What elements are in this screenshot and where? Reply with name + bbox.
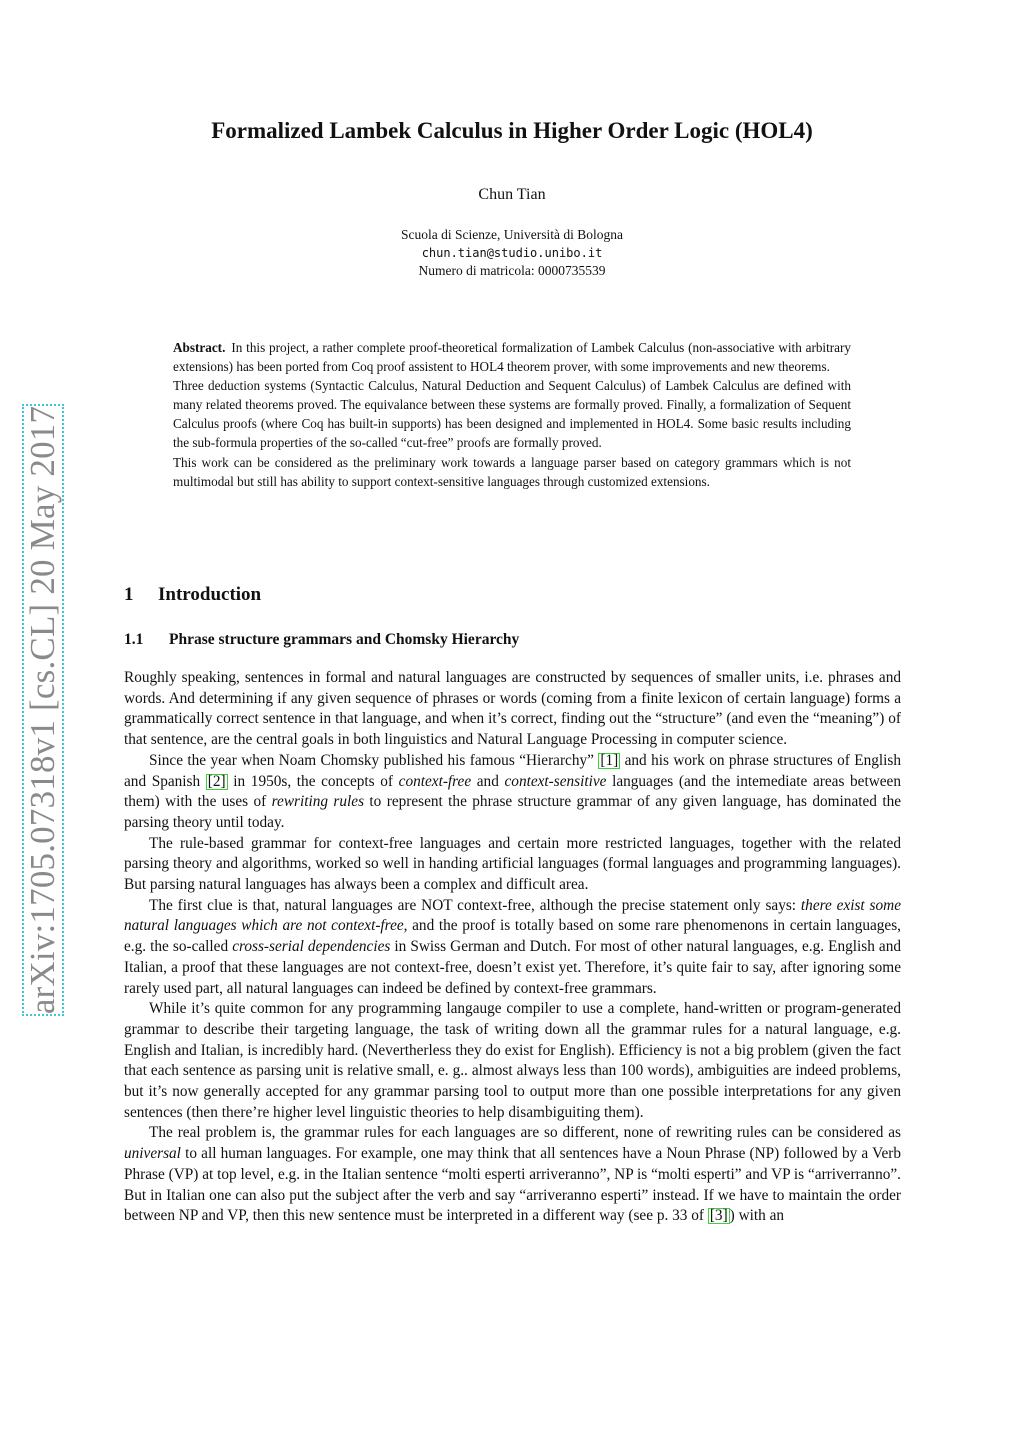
section-number: 1 xyxy=(124,584,134,605)
abstract-heading: Abstract. xyxy=(173,340,226,355)
abstract-paragraph-2: Three deduction systems (Syntactic Calculus, Natural Deduction and Sequent Calculus) of Lambek Calculus are defined with many related theorems proved. The equivalance between these systems are formally proved. Finally, a formalization of Sequent Calculus proofs (where Coq has built-in supports) has been designed and implemented in HOL4. Some basic results including the sub-formula properties of the so-called “cut-free” proofs are formally proved. xyxy=(173,378,851,451)
subsection-title: Phrase structure grammars and Chomsky Hierarchy xyxy=(169,631,520,648)
author-email[interactable]: chun.tian@studio.unibo.it xyxy=(421,246,603,260)
citation-link-2[interactable]: [2] xyxy=(207,772,226,790)
abstract-paragraph-1 xyxy=(173,338,851,376)
affiliation-block xyxy=(100,226,924,280)
abstract-paragraph-3: This work can be considered as the preliminary work towards a language parser based on category grammars which is not multimodal but still has ability to support context-sensitive languages through customized extensions. xyxy=(173,454,851,489)
arxiv-stamp-text: arXiv:1705.07318v1 [cs.CL] 20 May 2017 xyxy=(23,405,63,1015)
body-paragraph-3: The rule-based grammar for context-free languages and certain more restricted languages, together with the related parsing theory and algorithms, worked so well in handing artificial languages (formal languages and programming languages). But parsing natural languages has always been a complex and difficult area. xyxy=(124,834,901,894)
arxiv-stamp xyxy=(22,404,64,1016)
body-paragraph-2: Since the year when Noam Chomsky published his famous “Hierarchy” [1] and his work on phrase structures of English and Spanish [2] in 1950s, the concepts of context-free and context-sensitive languages (and the intemediate areas between them) with the uses of rewriting rules to represent the phrase structure grammar of any given language, has dominated the parsing theory until today. xyxy=(124,751,902,831)
body-paragraph-6: The real problem is, the grammar rules for each languages are so different, none of rewriting rules can be considered as universal to all human languages. For example, one may think that all sentences have a Noun Phrase (NP) followed by a Verb Phrase (VP) at top level, e.g. in the Italian sentence “molti esperti arriveranno”, NP is “molti esperti” and VP is “arriverranno”. But in Italian one can also put the subject after the verb and say “arriveranno esperti” instead. If we have to maintain the order between NP and VP, then this new sentence must be interpreted in a different way (see p. 33 of [3] ) with an xyxy=(124,1124,901,1225)
body-paragraph-4: The first clue is that, natural languages are NOT context-free, although the precise statement only says: there exist some natural languages which are not context-free, and the proof is totally based on some rare phenomenons in certain languages, e.g. the so-called cross-serial dependencies in Swiss German and Dutch. For most of other natural languages, e.g. English and Italian, a proof that these languages are not context-free, doesn’t exist yet. Therefore, it’s quite fair to say, after ignoring some rarely used part, all natural languages can indeed be defined by context-free grammars. xyxy=(124,896,902,997)
body-text xyxy=(124,668,901,1227)
section-title: Introduction xyxy=(158,584,262,605)
section-heading xyxy=(124,584,261,606)
affiliation-matricola: Numero di matricola: 0000735539 xyxy=(418,263,606,278)
abstract-text-1: In this project, a rather complete proof-theoretical formalization of Lambek Calculus (non-associative with arbitrary extensions) has been ported from Coq proof assistent to HOL4 theorem prover, with some improvements and new theorems. xyxy=(173,340,851,375)
citation-link-3[interactable]: [3] xyxy=(709,1207,728,1225)
abstract xyxy=(173,338,851,491)
body-paragraph-1: Roughly speaking, sentences in formal and natural languages are constructed by sequences of smaller units, i.e. phrases and words. And determining if any given sequence of phrases or words (coming from a finite lexicon of certain language) forms a grammatically correct sentence in that language, and when it’s correct, finding out the “structure” (and even the “meaning”) of that sentence, are the central goals in both linguistics and Natural Language Processing in computer science. xyxy=(124,669,901,749)
subsection-heading xyxy=(124,631,519,649)
body-paragraph-5: While it’s quite common for any programming langauge compiler to use a complete, hand-written or program-generated grammar to describe their targeting language, the task of writing down all the grammar rules for a natural language, e.g. English and Italian, is incredibly hard. (Nevertherless they do exist for English). Efficiency is not a big problem (given the fact that each sentence as parsing unit is relative small, e. g.. almost always less than 100 words), ambiguities are indeed problems, but it’s now generally accepted for any grammar parsing tool to output more than one possible interpretations for any given sentences (then there’re higher level linguistic theories to help disambiguiting them). xyxy=(124,1000,901,1121)
subsection-number: 1.1 xyxy=(124,631,144,648)
author-name: Chun Tian xyxy=(478,186,546,203)
affiliation-school: Scuola di Scienze, Università di Bologna xyxy=(401,227,623,242)
paper-title: Formalized Lambek Calculus in Higher Order Logic (HOL4) xyxy=(211,118,813,143)
citation-link-1[interactable]: [1] xyxy=(600,751,619,769)
